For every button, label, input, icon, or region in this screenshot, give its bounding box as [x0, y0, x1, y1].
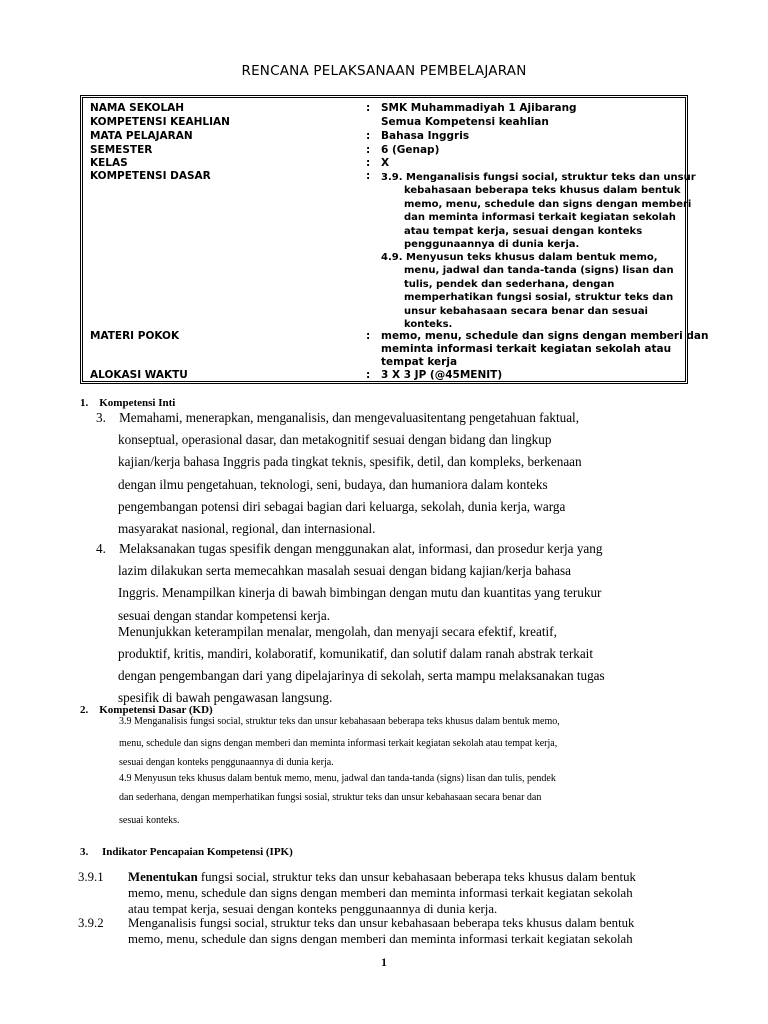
kd-line: 3.9. Menganalisis fungsi social, struktur teks dan unsur	[381, 172, 696, 183]
info-value: 6 (Genap)	[381, 144, 440, 156]
info-value: Bahasa Inggris	[381, 130, 470, 142]
kd-line: tulis, pendek dan sederhana, dengan	[404, 278, 615, 290]
section-heading-ki: 1. Kompetensi Inti	[80, 397, 176, 409]
ipk-verb: Menentukan	[128, 870, 198, 884]
kd-line: unsur kebahasaan secara benar dan sesuai	[404, 305, 648, 317]
info-label: KOMPETENSI DASAR	[90, 170, 211, 182]
ipk-text	[128, 869, 636, 917]
ki-line: pengembangan potensi diri sebagai bagian dari keluarga, sekolah, dunia kerja, warga	[118, 498, 566, 514]
kd-line: penggunaannya di dunia kerja.	[404, 239, 580, 251]
info-colon: :	[366, 130, 371, 142]
ipk-rest: fungsi social, struktur teks dan unsur kebahasaan beberapa teks khusus dalam bentuk	[197, 870, 636, 884]
info-colon: :	[366, 170, 371, 182]
kd-text-line: sesuai dengan konteks penggunaannya di dunia kerja.	[119, 757, 334, 769]
info-colon: :	[366, 330, 371, 342]
identity-table	[82, 97, 709, 382]
info-colon: :	[366, 102, 371, 114]
page-title: RENCANA PELAKSANAAN PEMBELAJARAN	[241, 63, 527, 79]
info-value: 3 X 3 JP (@45MENIT)	[381, 369, 503, 381]
section-heading-ipk: 3. Indikator Pencapaian Kompetensi (IPK)	[80, 846, 293, 858]
ipk-line: memo, menu, schedule dan signs dengan memberi dan meminta informasi terkait kegiatan sekolah	[128, 932, 633, 946]
info-label: MATA PELAJARAN	[90, 130, 193, 142]
info-colon: :	[366, 157, 371, 169]
info-colon: :	[366, 144, 371, 156]
ipk-number: 3.9.2	[78, 916, 104, 930]
kd-39-block	[381, 171, 696, 251]
ipk-line: Menganalisis fungsi social, struktur teks dan unsur kebahasaan beberapa teks khusus dalam bentuk	[128, 916, 635, 930]
ipk-number: 3.9.1	[78, 870, 104, 884]
kd-line: konteks.	[404, 319, 453, 331]
materi-line: tempat kerja	[381, 356, 458, 368]
kd-line: 4.9. Menyusun teks khusus dalam bentuk memo,	[381, 252, 658, 263]
ki-line: 3. Memahami, menerapkan, menganalisis, dan mengevaluasitentang pengetahuan faktual,	[96, 410, 580, 425]
info-value: SMK Muhammadiyah 1 Ajibarang	[381, 102, 577, 114]
ipk-line: memo, menu, schedule dan signs dengan memberi dan meminta informasi terkait kegiatan sekolah	[128, 886, 633, 900]
info-label: NAMA SEKOLAH	[90, 102, 185, 114]
kd-line: memo, menu, schedule dan signs dengan memberi	[404, 198, 692, 210]
materi-line: meminta informasi terkait kegiatan sekolah atau	[381, 343, 672, 355]
info-label: KELAS	[90, 157, 128, 169]
ki-line: masyarakat nasional, regional, dan internasional.	[118, 521, 376, 537]
materi-line: memo, menu, schedule dan signs dengan memberi dan	[381, 330, 709, 342]
ipk-line	[128, 869, 636, 885]
ipk-text	[128, 915, 634, 947]
ki-line: kajian/kerja bahasa Inggris pada tingkat teknis, spesifik, detil, dan kompleks, berkenaan	[118, 454, 582, 470]
ki-line: konseptual, operasional dasar, dan metakognitif sesuai dengan bidang dan lingkup	[118, 432, 552, 448]
ki-3-paragraph	[96, 407, 696, 540]
page-number: 1	[381, 957, 387, 969]
kd-line: memperhatikan fungsi sosial, struktur teks dan	[404, 292, 674, 304]
info-label: SEMESTER	[90, 144, 153, 156]
kd-line: kebahasaan beberapa teks khusus dalam bentuk	[404, 185, 681, 197]
ipk-line: atau tempat kerja, sesuai dengan konteks penggunaannya di dunia kerja.	[128, 902, 498, 916]
info-value	[381, 330, 709, 369]
kd-49-block	[381, 251, 681, 331]
info-colon: :	[366, 369, 371, 381]
ki-line: produktif, kritis, mandiri, kolaboratif, komunikatif, dan solutif dalam ranah abstrak terkait	[118, 646, 593, 662]
kd-text-line: 4.9 Menyusun teks khusus dalam bentuk memo, menu, jadwal dan tanda-tanda (signs) lisan dan tulis, pendek	[119, 773, 556, 785]
kd-line: dan meminta informasi terkait kegiatan sekolah	[404, 212, 676, 224]
ki-line: dengan pengembangan dari yang dipelajarinya di sekolah, serta mampu melaksanakan tugas	[118, 668, 605, 684]
ki-line: sesuai dengan standar kompetensi kerja.	[118, 607, 331, 623]
ki-4-paragraph	[96, 538, 696, 710]
kd-line: atau tempat kerja, sesuai dengan konteks	[404, 225, 643, 237]
kd-paragraph	[119, 711, 699, 832]
ki-line: lazim dilakukan serta memecahkan masalah sesuai dengan bidang kajian/kerja bahasa	[118, 563, 571, 579]
info-label: MATERI POKOK	[90, 330, 180, 342]
section-heading-kd: 2. Kompetensi Dasar (KD)	[80, 704, 213, 716]
kd-text-line: menu, schedule dan signs dengan memberi dan meminta informasi terkait kegiatan sekolah atau tempat kerja,	[119, 738, 558, 750]
ki-line: spesifik di bawah pengawasan langsung.	[118, 690, 333, 706]
ki-line: dengan ilmu pengetahuan, teknologi, seni, budaya, dan humaniora dalam konteks	[118, 476, 548, 492]
ki-line: 4. Melaksanakan tugas spesifik dengan menggunakan alat, informasi, dan prosedur kerja yang	[96, 541, 603, 556]
kd-text-line: 3.9 Menganalisis fungsi social, struktur teks dan unsur kebahasaan beberapa teks khusus dalam bentuk memo,	[119, 716, 560, 727]
info-label: KOMPETENSI KEAHLIAN	[90, 116, 230, 128]
ki-line: Menunjukkan keterampilan menalar, mengolah, dan menyaji secara efektif, kreatif,	[118, 623, 557, 639]
ki-line: Inggris. Menampilkan kinerja di bawah bimbingan dengan mutu dan kuantitas yang terukur	[118, 585, 602, 601]
kd-text-line: sesuai konteks.	[119, 814, 180, 826]
info-value: X	[381, 157, 390, 169]
kd-line: menu, jadwal dan tanda-tanda (signs) lisan dan	[404, 265, 674, 277]
info-label: ALOKASI WAKTU	[90, 369, 188, 381]
info-value: Semua Kompetensi keahlian	[381, 116, 549, 128]
kd-text-line: dan sederhana, dengan memperhatikan fungsi sosial, struktur teks dan unsur kebahasaan secara benar dan	[119, 792, 542, 804]
